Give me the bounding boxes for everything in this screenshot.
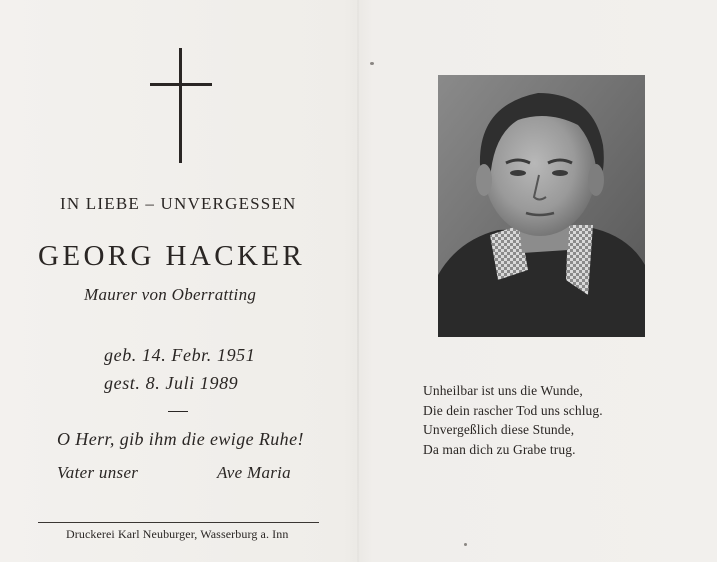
portrait-image bbox=[438, 75, 645, 337]
poem-line-3: Unvergeßlich diese Stunde, bbox=[423, 422, 575, 437]
birth-date: geb. 14. Febr. 1951 bbox=[104, 345, 256, 365]
cross-icon bbox=[150, 48, 212, 163]
paper-speck bbox=[370, 62, 374, 65]
paper-speck bbox=[464, 543, 467, 546]
poem-line-4: Da man dich zu Grabe trug. bbox=[423, 441, 576, 457]
poem-block bbox=[423, 381, 603, 459]
dates-block bbox=[104, 341, 255, 397]
death-date: gest. 8. Juli 1989 bbox=[104, 373, 239, 393]
prayer-ave-maria: Ave Maria bbox=[217, 463, 291, 482]
prayer-line: O Herr, gib ihm die ewige Ruhe! bbox=[57, 429, 304, 449]
occupation: Maurer von Oberratting bbox=[84, 285, 257, 304]
portrait-photo bbox=[438, 75, 645, 337]
separator-dash bbox=[168, 411, 188, 412]
poem-line-1: Unheilbar ist uns die Wunde, bbox=[423, 383, 583, 398]
deceased-name: GEORG HACKER bbox=[38, 240, 306, 272]
prayer-vater-unser: Vater unser bbox=[57, 463, 139, 482]
card-fold bbox=[357, 0, 359, 562]
motto: IN LIEBE – UNVERGESSEN bbox=[60, 194, 297, 213]
printer-credit: Druckerei Karl Neuburger, Wasserburg a. Inn bbox=[66, 527, 289, 541]
poem-line-2: Die dein rascher Tod uns schlug. bbox=[423, 402, 603, 418]
footer-rule bbox=[38, 522, 319, 523]
